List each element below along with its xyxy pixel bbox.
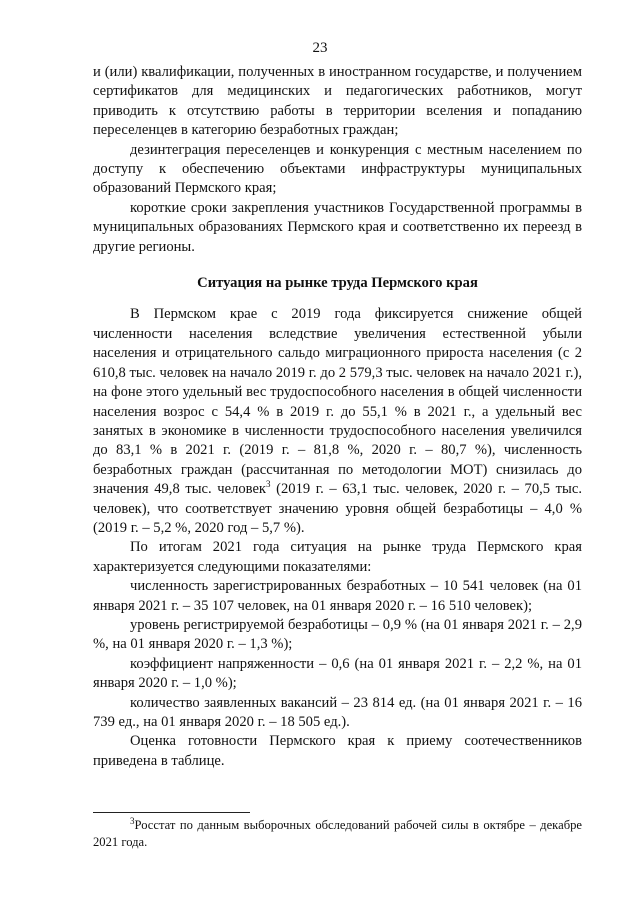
paragraph: [93, 305, 582, 538]
page-number: 23: [312, 40, 328, 56]
list-item: уровень регистрируемой безработицы – 0,9 % (на 01 января 2021 г. – 2,9 %, на 01 января 2020 г. – 1,3 %);: [93, 616, 582, 653]
list-item: коэффициент напряженности – 0,6 (на 01 января 2021 г. – 2,2 %, на 01 января 2020 г. – 1,0 %);: [93, 655, 582, 692]
paragraph-text: В Пермском крае с 2019 года фиксируется снижение общей численности населения вследствие увеличения естественной убыли населения и отрицательного сальдо миграционного прироста населения (с 2 610,8 тыс. человек на начало 2019 г. до 2 579,3 тыс. человек на начало 2021 г.), на фоне этого удельный вес трудоспособного населения в общей численности населения возрос с 54,4 % в 2019 г. до 55,1 % в 2021 г., а удельный вес занятых в экономике в численности трудоспособного населения увеличился до 83,1 % в 2021 г. (2019 г. – 81,8 %, 2020 г. – 80,7 %), численность безработных граждан (рассчитанная по методологии МОТ) снизилась до значения 49,8 тыс. человек: [93, 306, 582, 498]
paragraph-text: (2019 г. – 63,1 тыс. человек, 2020 г. – 70,5 тыс. человек), что соответствует значению уровня общей безработицы – 4,0 % (2019 г. – 5,2 %, 2020 год – 5,7 %).: [93, 481, 582, 536]
main-text: [93, 63, 582, 771]
section-heading: Ситуация на рынке труда Пермского края: [197, 275, 478, 292]
paragraph: короткие сроки закрепления участников Государственной программы в муниципальных образованиях Пермского края и соответственно их переезд в другие регионы.: [93, 199, 582, 255]
paragraph: дезинтеграция переселенцев и конкуренция с местным населением по доступу к обеспечению объектами инфраструктуры муниципальных образований Пермского края;: [93, 141, 582, 197]
footnote-marker: 3: [130, 815, 135, 826]
footnote-reference: 3: [266, 479, 271, 490]
paragraph: По итогам 2021 года ситуация на рынке труда Пермского края характеризуется следующими показателями:: [93, 539, 582, 575]
paragraph: Оценка готовности Пермского края к приему соотечественников приведена в таблице.: [93, 733, 582, 769]
list-item: численность зарегистрированных безработных – 10 541 человек (на 01 января 2021 г. – 35 107 человек, на 01 января 2020 г. – 16 510 человек);: [93, 578, 582, 614]
list-item: количество заявленных вакансий – 23 814 ед. (на 01 января 2021 г. – 16 739 ед., на 01 января 2020 г. – 18 505 ед.).: [93, 694, 582, 730]
footnote-text: Росстат по данным выборочных обследований рабочей силы в октябре – декабре 2021 года.: [93, 818, 582, 849]
footnote: [93, 817, 582, 851]
footnote-divider: [93, 812, 250, 813]
paragraph: и (или) квалификации, полученных в иностранном государстве, и получением сертификатов для медицинских и педагогических работников, могут приводить к отсутствию работы в территории вселения и попаданию переселенцев в категорию безработных граждан;: [93, 64, 582, 139]
